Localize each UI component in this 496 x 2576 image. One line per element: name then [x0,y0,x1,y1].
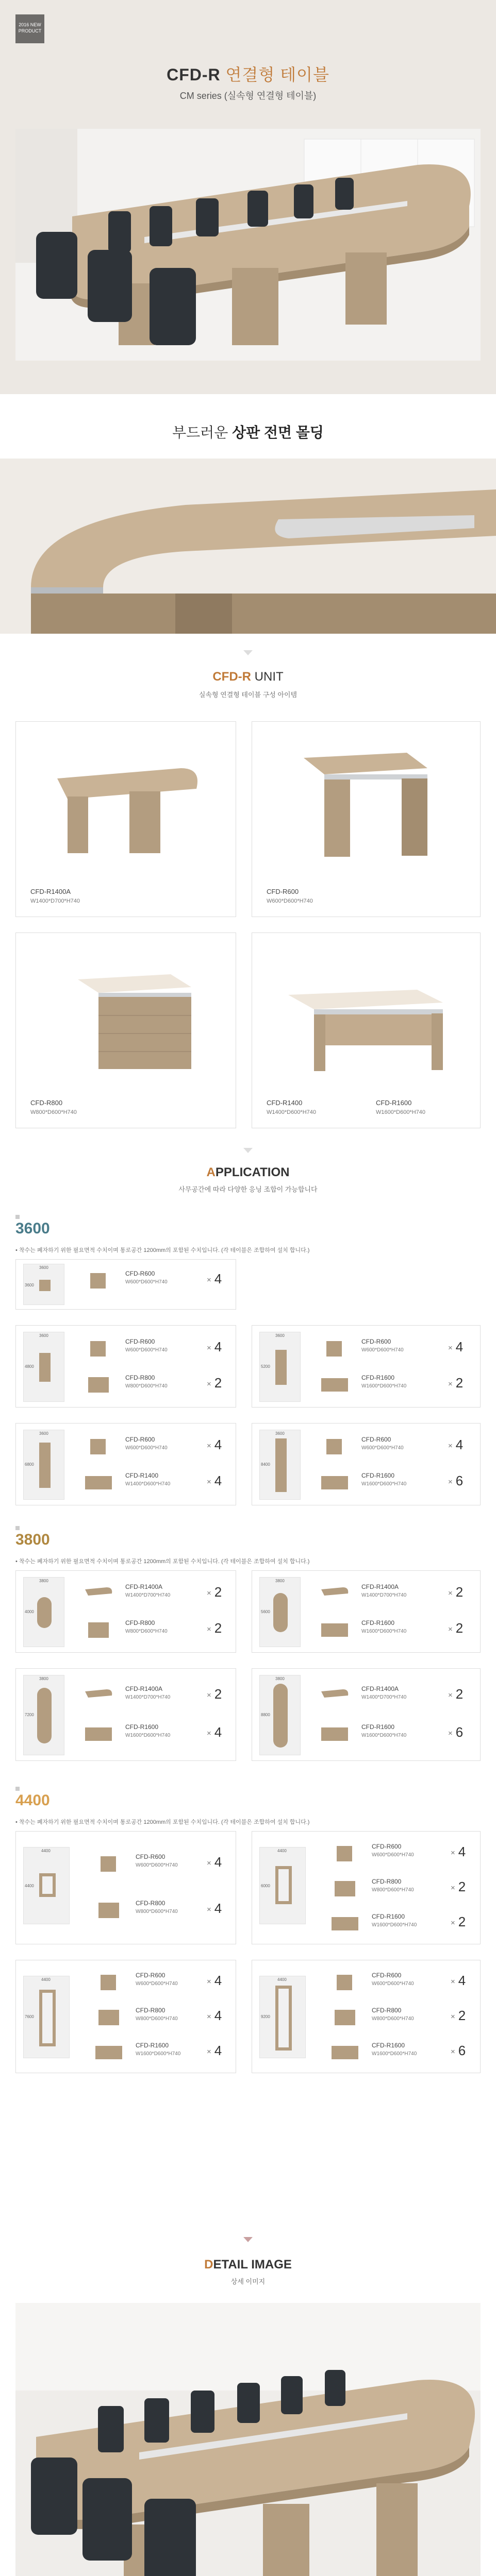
config-item [93,1899,233,1923]
unit-title-a: CFD-R [212,670,251,684]
config-card [15,1423,236,1505]
config-card [15,1325,236,1408]
feature-heading [0,421,496,442]
item-code: CFD-R1400A [125,1685,163,1692]
item-thumbnail [319,1435,350,1456]
item-thumbnail [329,2041,360,2062]
config-card [252,1668,481,1761]
config-item [319,1435,474,1460]
plan-height: 9200 [261,2014,270,2019]
item-qty: × 2 [451,1879,466,1894]
item-code: CFD-R1600 [372,2042,405,2049]
plan-height: 8400 [261,1462,270,1467]
item-qty-value: 4 [214,1473,222,1488]
item-size: W600*D600*H740 [125,1279,168,1285]
item-thumbnail [329,1842,360,1863]
floor-plan [23,1264,64,1305]
size-heading-3800 [15,1531,50,1549]
item-code: CFD-R600 [125,1270,155,1277]
size-heading-4400 [15,1792,50,1809]
product-title [0,62,496,86]
item-qty-value: 2 [458,1879,466,1894]
item-thumbnail [319,1337,350,1359]
config-card [15,1668,236,1761]
plan-table [275,1438,287,1492]
item-qty: × 2 [451,1914,466,1929]
item-code: CFD-R1600 [361,1619,395,1626]
floor-plan [23,1976,70,2058]
item-code: CFD-R1400A [361,1583,399,1590]
size-marker [15,1215,20,1219]
item-size: W800*D600*H740 [372,1887,414,1893]
hero-section [0,0,496,394]
product-code: CFD-R [167,65,221,84]
config-item [319,1722,474,1747]
floor-plan [259,1847,306,1924]
item-qty-value: 4 [455,1339,464,1354]
item-size: W600*D600*H740 [125,1445,168,1451]
item-qty-value: 4 [214,2043,222,2058]
item-size: W600*D600*H740 [125,1347,168,1353]
item-thumbnail [319,1471,350,1493]
item-thumbnail [319,1373,350,1395]
config-card [252,1570,481,1653]
item-qty: × 4 [451,1844,466,1859]
item-thumbnail [329,1877,360,1899]
size-label: 4400 [15,1792,50,1809]
item-qty: × 4 [207,1473,222,1488]
unit-code: CFD-R1400A [30,888,71,895]
item-code: CFD-R800 [125,1619,155,1626]
item-qty-value: 4 [458,1973,466,1988]
item-code: CFD-R800 [136,2007,166,2014]
item-size: W600*D600*H740 [136,1862,178,1868]
config-item [93,2041,233,2065]
plan-table [275,1350,287,1385]
detail-title-a: D [204,2258,213,2272]
item-qty: × 2 [207,1620,222,1636]
plan-width: 3800 [275,1676,285,1681]
size-label: 3800 [15,1531,50,1548]
config-item [329,2006,476,2030]
item-qty-value: 4 [458,1844,466,1859]
feature-text-a: 부드러운 [172,425,233,440]
item-qty: × 4 [207,1339,222,1354]
plan-width: 3600 [275,1431,285,1436]
item-size: W600*D600*H740 [136,1981,178,1987]
floor-plan [23,1430,64,1500]
unit-card-r1400-r1600 [252,933,481,1128]
size-note: • 착수는 폐자하기 위한 필요면적 수치이며 통로공간 1200mm의 포함된 수치입니다. (각 테이블은 조합하여 설치 합니다.) [15,1558,310,1565]
plan-width: 4400 [41,1977,51,1982]
item-size: W1400*D700*H740 [125,1592,171,1598]
item-qty-value: 4 [214,1973,222,1988]
item-qty: × 4 [207,1901,222,1916]
item-code: CFD-R1600 [136,2042,169,2049]
item-qty-value: 4 [214,1339,222,1354]
unit-image [68,959,202,1077]
plan-height: 7600 [25,2014,34,2019]
item-qty: × 4 [207,1973,222,1988]
config-item [319,1684,474,1709]
item-qty-value: 2 [214,1584,222,1600]
config-item [93,1971,233,1995]
item-thumbnail [319,1722,350,1744]
product-name: 연결형 테이블 [225,65,329,84]
size-note: • 착수는 폐자하기 위한 필요면적 수치이며 통로공간 1200mm의 포함된 수치입니다. (각 테이블은 조합하여 설치 합니다.) [15,1247,310,1253]
size-marker [15,1526,20,1530]
item-thumbnail [319,1618,350,1640]
item-qty: × 2 [207,1686,222,1702]
item-thumbnail [319,1684,350,1706]
unit-size: W800*D600*H740 [30,1109,77,1115]
item-size: W1400*D700*H740 [361,1592,407,1598]
config-card [15,1259,236,1310]
item-thumbnail [83,1373,114,1395]
plan-table [275,1986,292,2050]
floor-plan [259,1430,301,1500]
item-thumbnail [83,1582,114,1604]
plan-table [37,1597,52,1628]
detail-heading [0,2258,496,2272]
config-item [83,1684,233,1709]
new-product-badge [15,14,44,43]
unit-size: W1400*D600*H740 [267,1109,317,1115]
item-qty: × 2 [448,1584,464,1600]
item-code: CFD-R600 [125,1436,155,1443]
item-qty-value: 2 [214,1375,222,1391]
application-heading [0,1165,496,1180]
unit-subtitle: 실속형 연결형 테이블 구성 아이템 [199,691,297,699]
size-note: • 착수는 폐자하기 위한 필요면적 수치이며 통로공간 1200mm의 포함된 수치입니다. (각 테이블은 조합하여 설치 합니다.) [15,1819,310,1825]
item-code: CFD-R1600 [372,1913,405,1920]
item-code: CFD-R800 [372,1878,402,1885]
detail-title-b: ETAIL IMAGE [213,2258,292,2272]
config-item [83,1435,233,1460]
plan-width: 4400 [41,1849,51,1853]
item-code: CFD-R1400A [125,1583,163,1590]
item-code: CFD-R1400 [125,1472,159,1479]
item-qty-value: 2 [458,1914,466,1929]
item-size: W800*D600*H740 [372,2016,414,2022]
config-card [252,1831,481,1944]
item-code: CFD-R600 [361,1338,391,1345]
detail-image [15,2303,481,2576]
floor-plan [259,1675,301,1755]
item-qty: × 4 [207,2008,222,2023]
item-qty-value: 4 [214,2008,222,2023]
plan-width: 4400 [277,1977,287,1982]
floor-plan [23,1332,64,1402]
unit-card-r600 [252,721,481,917]
item-qty: × 6 [451,2043,466,2058]
floor-plan [23,1847,70,1924]
item-size: W1400*D700*H740 [125,1694,171,1700]
plan-height: 3600 [25,1283,34,1287]
config-item [329,1971,476,1995]
section-divider [243,650,253,655]
item-thumbnail [83,1722,114,1744]
item-thumbnail [93,2006,124,2027]
config-item [83,1269,233,1294]
item-size: W1600*D600*H740 [125,1733,171,1738]
unit-size: W1400*D700*H740 [30,898,80,904]
plan-width: 3600 [275,1333,285,1338]
feature-text-b: 상판 전면 몰딩 [232,425,324,440]
item-size: W1400*D600*H740 [125,1481,171,1487]
config-item [329,2041,476,2065]
item-size: W600*D600*H740 [361,1445,404,1451]
config-item [319,1582,474,1607]
plan-table [275,1866,292,1904]
plan-table [39,1280,51,1291]
plan-width: 4400 [277,1849,287,1853]
plan-width: 3800 [275,1579,285,1583]
item-thumbnail [93,1852,124,1874]
item-size: W1600*D600*H740 [372,1922,417,1928]
unit-code: CFD-R600 [267,888,299,895]
item-qty-value: 4 [455,1437,464,1452]
plan-width: 3800 [39,1579,48,1583]
item-qty: × 6 [448,1724,464,1740]
item-code: CFD-R600 [136,1972,166,1979]
item-qty: × 2 [207,1375,222,1391]
item-code: CFD-R600 [361,1436,391,1443]
item-qty-value: 4 [214,1854,222,1870]
unit-size: W1600*D600*H740 [376,1109,426,1115]
item-qty: × 4 [451,1973,466,1988]
item-code: CFD-R800 [136,1900,166,1907]
plan-height: 7200 [25,1713,34,1717]
edge-molding-image [0,459,496,634]
config-card [252,1960,481,2073]
plan-height: 5200 [261,1364,270,1369]
item-qty-value: 2 [214,1620,222,1636]
item-qty: × 2 [448,1375,464,1391]
item-size: W1600*D600*H740 [372,2051,417,2057]
item-qty: × 2 [448,1686,464,1702]
application-title-a: A [206,1165,216,1179]
unit-heading [0,670,496,684]
config-item [329,1842,476,1867]
plan-height: 6000 [261,1884,270,1888]
config-item [83,1471,233,1496]
plan-height: 6800 [25,1462,34,1467]
badge-line2: PRODUCT [18,28,42,34]
item-thumbnail [83,1435,114,1456]
item-thumbnail [329,2006,360,2027]
item-size: W600*D600*H740 [361,1347,404,1353]
plan-table [39,1443,51,1488]
item-size: W1600*D600*H740 [361,1383,407,1389]
item-qty: × 4 [207,1437,222,1452]
config-item [83,1337,233,1362]
config-item [83,1373,233,1398]
item-size: W800*D600*H740 [136,1909,178,1914]
plan-height: 4400 [25,1884,34,1888]
plan-width: 3800 [39,1676,48,1681]
item-size: W1600*D600*H740 [361,1733,407,1738]
floor-plan [23,1675,64,1755]
size-marker [15,1787,20,1791]
item-thumbnail [83,1618,114,1640]
item-qty: × 4 [207,1854,222,1870]
size-label: 3600 [15,1220,50,1237]
config-card [15,1831,236,1944]
badge-line1: 2016 NEW [19,22,41,27]
application-title-b: PPLICATION [215,1165,290,1179]
item-qty: × 4 [207,1724,222,1740]
plan-width: 3600 [39,1265,48,1270]
item-size: W800*D600*H740 [125,1629,168,1634]
unit-image [293,737,448,861]
config-item [83,1618,233,1643]
item-qty: × 4 [207,1271,222,1286]
plan-height: 4800 [25,1364,34,1369]
config-card [15,1570,236,1653]
plan-height: 5600 [261,1609,270,1614]
item-size: W1600*D600*H740 [361,1481,407,1487]
item-size: W600*D600*H740 [372,1981,414,1987]
size-heading-3600 [15,1220,50,1238]
item-qty-value: 2 [455,1375,464,1391]
item-thumbnail [329,1971,360,1992]
item-qty: × 2 [451,2008,466,2023]
config-item [319,1618,474,1643]
config-item [83,1582,233,1607]
plan-table [39,1353,51,1382]
item-thumbnail [83,1684,114,1706]
item-qty: × 4 [448,1339,464,1354]
application-subtitle: 사무공간에 따라 다양한 응닝 조합이 가능합니다 [178,1185,318,1193]
unit-code: CFD-R1600 [376,1099,412,1107]
plan-table [273,1593,288,1632]
item-code: CFD-R1600 [361,1374,395,1381]
item-code: CFD-R600 [372,1972,402,1979]
unit-size: W600*D600*H740 [267,898,313,904]
item-thumbnail [319,1582,350,1604]
unit-code: CFD-R1400 [267,1099,303,1107]
item-thumbnail [329,1912,360,1934]
item-qty-value: 2 [455,1686,464,1702]
plan-width: 3600 [39,1431,48,1436]
config-item [83,1722,233,1747]
item-qty-value: 6 [455,1473,464,1488]
item-thumbnail [83,1337,114,1359]
config-card [15,1960,236,2073]
hero-product-image [15,129,481,361]
config-item [93,2006,233,2030]
item-size: W1400*D700*H740 [361,1694,407,1700]
item-thumbnail [93,2041,124,2062]
item-code: CFD-R1600 [125,1723,159,1731]
plan-height: 8800 [261,1713,270,1717]
item-thumbnail [93,1899,124,1920]
item-code: CFD-R1400A [361,1685,399,1692]
item-size: W1600*D600*H740 [136,2051,181,2057]
config-item [319,1337,474,1362]
plan-table [37,1688,52,1743]
config-item [93,1852,233,1877]
config-item [319,1373,474,1398]
config-item [319,1471,474,1496]
config-item [329,1877,476,1902]
unit-image [283,974,448,1072]
section-divider [243,2237,253,2242]
item-qty-value: 2 [214,1686,222,1702]
item-qty-value: 4 [214,1901,222,1916]
item-qty-value: 4 [214,1437,222,1452]
item-thumbnail [83,1269,114,1291]
item-qty: × 6 [448,1473,464,1488]
item-qty-value: 4 [214,1724,222,1740]
config-card [252,1423,481,1505]
item-size: W1600*D600*H740 [361,1629,407,1634]
unit-card-r1400a [15,721,236,917]
item-qty-value: 2 [455,1620,464,1636]
item-size: W600*D600*H740 [372,1852,414,1858]
item-code: CFD-R800 [125,1374,155,1381]
plan-width: 3600 [39,1333,48,1338]
unit-image [47,748,202,856]
detail-subtitle: 상세 이미지 [230,2278,266,2285]
item-code: CFD-R800 [372,2007,402,2014]
item-thumbnail [83,1471,114,1493]
plan-table [273,1684,288,1748]
floor-plan [259,1332,301,1402]
item-qty: × 2 [448,1620,464,1636]
plan-table [39,1873,56,1897]
item-qty: × 2 [207,1584,222,1600]
unit-title-b: UNIT [251,670,284,684]
item-thumbnail [93,1971,124,1992]
item-qty-value: 2 [455,1584,464,1600]
item-code: CFD-R600 [372,1843,402,1850]
item-qty: × 4 [448,1437,464,1452]
item-qty-value: 4 [214,1271,222,1286]
section-divider [243,1148,253,1153]
item-code: CFD-R1600 [361,1723,395,1731]
config-card [252,1325,481,1408]
item-code: CFD-R600 [136,1853,166,1860]
plan-table [39,1990,56,2046]
floor-plan [23,1577,64,1647]
product-subtitle: CM series (실속형 연결형 테이블) [179,91,317,101]
item-qty: × 4 [207,2043,222,2058]
unit-code: CFD-R800 [30,1099,63,1107]
floor-plan [259,1976,306,2058]
config-item [329,1912,476,1937]
plan-height: 4000 [25,1609,34,1614]
unit-card-r800 [15,933,236,1128]
item-size: W800*D600*H740 [136,2016,178,2022]
item-qty-value: 2 [458,2008,466,2023]
item-size: W800*D600*H740 [125,1383,168,1389]
item-code: CFD-R600 [125,1338,155,1345]
item-qty-value: 6 [458,2043,466,2058]
floor-plan [259,1577,301,1647]
item-qty-value: 6 [455,1724,464,1740]
item-code: CFD-R1600 [361,1472,395,1479]
